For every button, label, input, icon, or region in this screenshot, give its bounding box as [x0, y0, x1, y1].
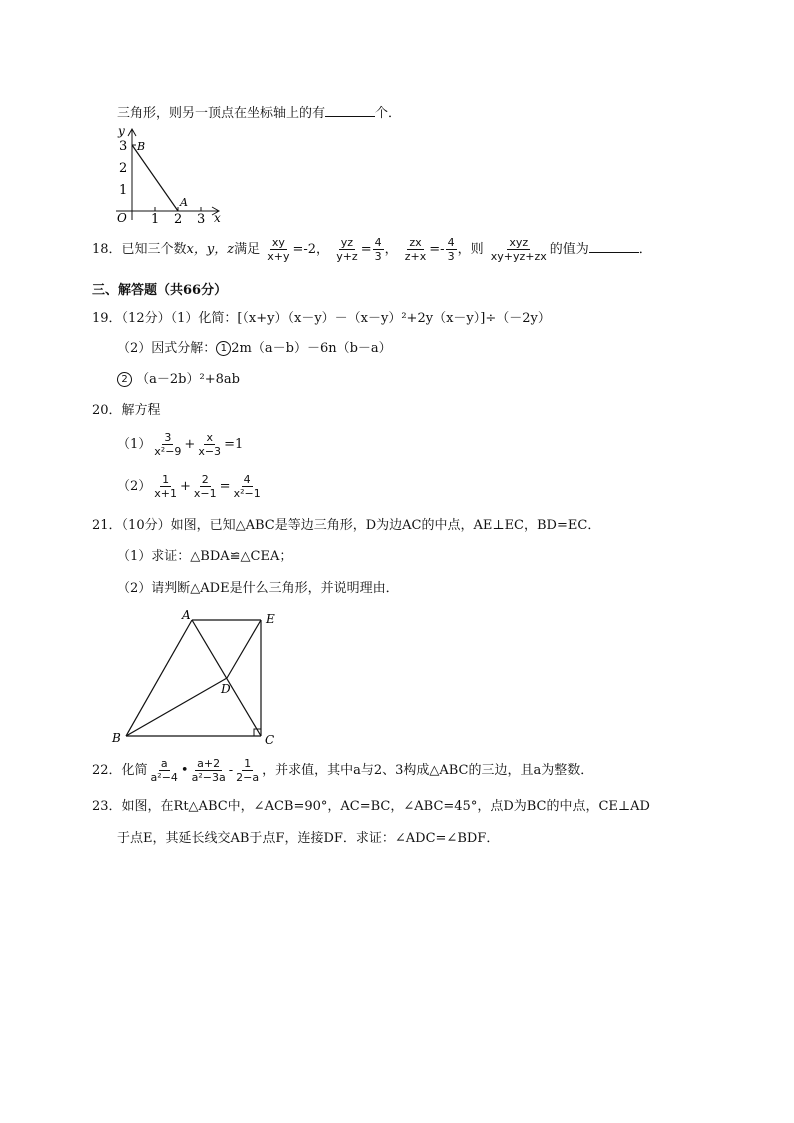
- q18-tail: 的值为: [549, 242, 589, 257]
- q18-intro: 18．已知三个数: [92, 242, 187, 257]
- q18-satisfy: 满足: [234, 242, 261, 257]
- q19-factor-label: （2）因式分解：: [117, 341, 217, 356]
- q18-eq2: =: [360, 242, 372, 257]
- circled-number-2: 2: [117, 372, 132, 387]
- q19-factor-2: （a－2b）²+8ab: [136, 372, 240, 387]
- segment-de: [227, 620, 261, 678]
- q19-factor-1: 2m（a－b）－6n（b－a）: [231, 341, 392, 356]
- q18-frac-2: $\frac{yz}{y+z}$: [336, 236, 358, 263]
- origin-label: O: [117, 211, 127, 225]
- x-axis-label: x: [214, 211, 221, 225]
- q20-p1-plus: +: [184, 437, 196, 452]
- x-tick-1: 1: [151, 212, 160, 226]
- q18-eq3: =-: [429, 242, 445, 257]
- question-18: [92, 236, 652, 264]
- question-22: [92, 754, 593, 788]
- q20-p1-frac2: $\frac{x}{x-3}$: [198, 431, 222, 458]
- q18-then: ，则: [457, 242, 484, 257]
- q18-frac-3: $\frac{zx}{z+x}$: [404, 236, 427, 263]
- q23-line2: 于点E，其延长线交AB于点F，连接DF．求证：∠ADC=∠BDF．: [117, 831, 500, 846]
- q22-frac2: $\frac{a+2}{\text{a²−3a}}$: [191, 757, 226, 784]
- y-tick-3: 3: [119, 139, 128, 154]
- segment-ab: [132, 145, 178, 211]
- q20-p2-label: （2）: [117, 479, 152, 494]
- q18-eq1: =-2，: [292, 242, 330, 257]
- point-d-label: D: [221, 682, 231, 696]
- q20-p2-frac2: $\frac{2}{x-1}$: [193, 473, 217, 500]
- q18-sep: ，: [384, 242, 398, 257]
- q20-p1-frac1: $\frac{3}{\text{x²−9}}$: [154, 431, 182, 458]
- answer-blank: [325, 104, 375, 117]
- x-tick-2: 2: [174, 212, 183, 226]
- circled-number-1: 1: [216, 341, 231, 356]
- q19-line1: 19．（12分）（1）化简：[（x+y）（x－y）－（x－y）²+2y（x－y）]÷（－2y）: [92, 311, 551, 326]
- q22-frac3: $\frac{1}{2-a}$: [236, 757, 260, 784]
- x-tick-3: 3: [197, 212, 206, 226]
- coordinate-graph: [108, 124, 230, 226]
- segment-ab: [126, 620, 192, 736]
- q18-frac-1: $\frac{xy}{x+y}$: [267, 236, 290, 263]
- q18-frac-2v: $\frac{4}{3}$: [374, 236, 382, 263]
- q20-p2-frac3: $\frac{4}{\text{x²−1}}$: [233, 473, 261, 500]
- q18-frac-3v: $\frac{4}{3}$: [447, 236, 455, 263]
- q23-line1: 23．如图，在Rt△ABC中，∠ACB=90°，AC=BC，∠ABC=45°，点D为BC的中点，CE⊥AD: [92, 799, 650, 814]
- q20-part2: [117, 470, 264, 504]
- segment-bd: [126, 678, 227, 736]
- q21-line2: （1）求证：△BDA≌△CEA；: [117, 549, 293, 564]
- q18-vars: x，y，z: [186, 242, 235, 257]
- q22-minus: -: [228, 763, 234, 778]
- q20-p1-label: （1）: [117, 437, 152, 452]
- q19-line2: [117, 340, 392, 358]
- q20-p2-plus: +: [180, 479, 191, 494]
- q20-title: 20．解方程: [92, 403, 161, 418]
- point-c-label: C: [265, 733, 275, 746]
- point-b-label: B: [137, 140, 146, 153]
- q22-dot: •: [180, 763, 189, 778]
- q20-p2-frac1: $\frac{1}{x+1}$: [154, 473, 178, 500]
- q22-frac1: $\frac{a}{\text{a²−4}}$: [150, 757, 178, 784]
- point-a-label: A: [182, 608, 191, 622]
- y-tick-2: 2: [119, 161, 128, 176]
- q19-line3: [117, 371, 240, 389]
- q17-tail-end: 个．: [375, 106, 402, 121]
- q20-p2-eq: =: [219, 479, 231, 494]
- y-tick-1: 1: [119, 183, 128, 198]
- q17-tail-line: [117, 104, 401, 123]
- q22-tail: ，并求值，其中a与2、3构成△ABC的三边，且a为整数．: [262, 763, 594, 778]
- q17-tail-text: 三角形，则另一顶点在坐标轴上的有: [117, 106, 326, 121]
- point-e-label: E: [266, 612, 275, 626]
- section-heading: 三、解答题（共66分）: [92, 283, 228, 298]
- point-a-label: A: [180, 196, 188, 209]
- q18-answer-blank: [589, 240, 639, 253]
- q21-line3: （2）请判断△ADE是什么三角形，并说明理由．: [117, 581, 399, 596]
- q20-p1-eq: =1: [224, 437, 244, 452]
- triangle-figure: [108, 606, 288, 746]
- q22-intro: 22．化简: [92, 763, 148, 778]
- q21-line1: 21．（10分）如图，已知△ABC是等边三角形，D为边AC的中点，AE⊥EC，BD=EC．: [92, 518, 601, 533]
- y-axis-label: y: [118, 124, 125, 138]
- q18-frac-4: $\frac{\text{xyz}}{xy+yz+zx}$: [490, 236, 547, 263]
- q18-end: ．: [638, 242, 652, 257]
- point-b-label: B: [112, 731, 121, 745]
- q20-part1: [117, 428, 243, 462]
